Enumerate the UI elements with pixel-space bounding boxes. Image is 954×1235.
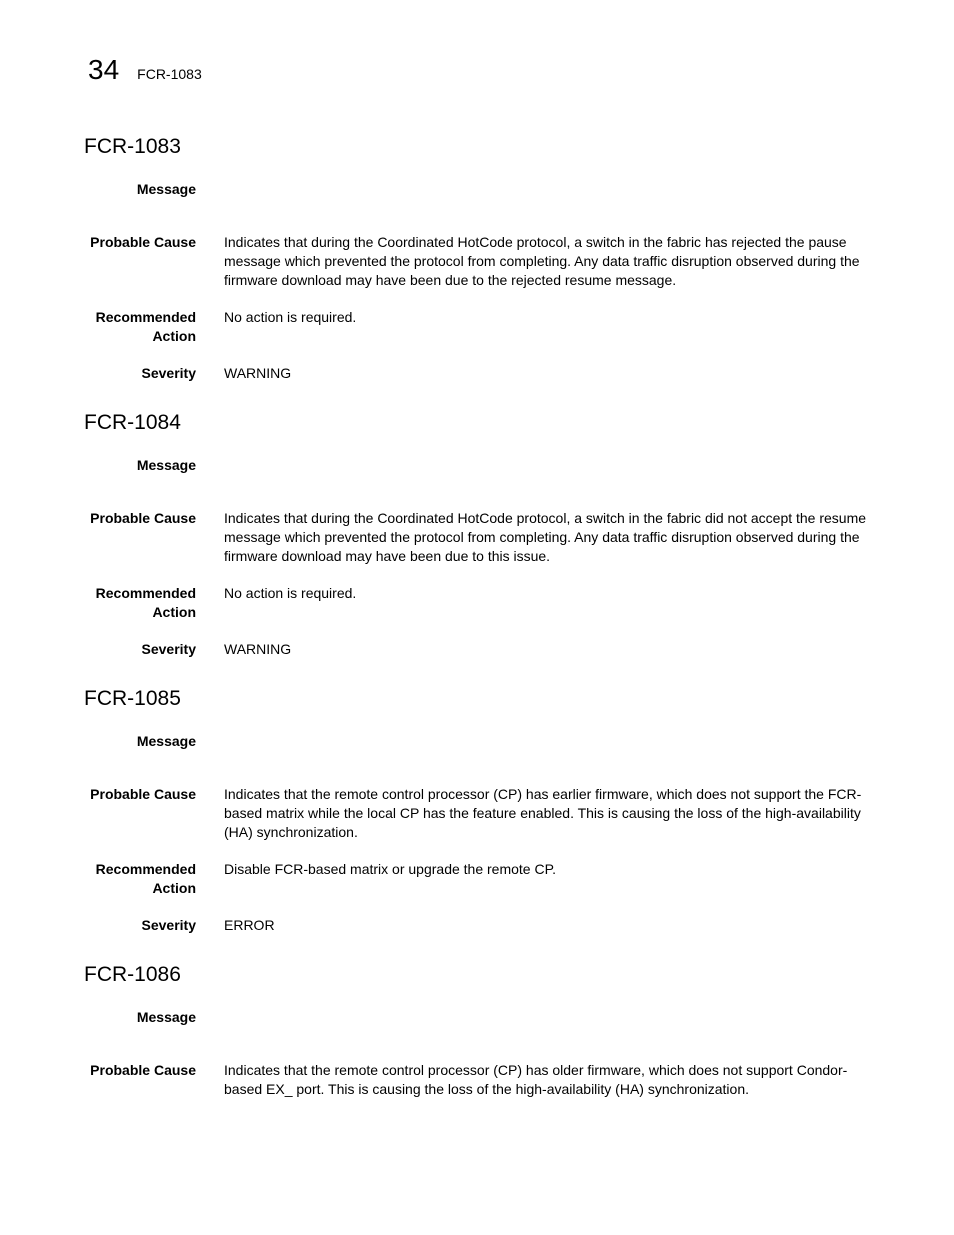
recommended-action-text: Disable FCR-based matrix or upgrade the remote CP. — [224, 861, 557, 877]
message-label: Message — [136, 733, 196, 749]
probable-cause-text: Indicates that during the Coordinated HotCode protocol, a switch in the fabric did not accept the resume message which prevented the protocol from completing. Any data traffic disruption observed during the firmware download may have been due to this issue. — [224, 510, 867, 564]
header-title: FCR-1083 — [137, 66, 202, 82]
recommended-action-label: Recommended Action — [95, 585, 196, 620]
severity-label: Severity — [141, 917, 196, 933]
entry-title: FCR-1084 — [84, 411, 181, 434]
severity-value: WARNING — [224, 365, 292, 381]
severity-label: Severity — [141, 365, 196, 381]
recommended-action-text: No action is required. — [224, 585, 357, 601]
probable-cause-text: Indicates that the remote control processor (CP) has older firmware, which does not support Condor-based EX_ port. This is causing the loss of the high-availability (HA) synchronization. — [224, 1062, 848, 1097]
entry-title: FCR-1086 — [84, 963, 181, 986]
probable-cause-label: Probable Cause — [90, 510, 196, 526]
recommended-action-label: Recommended Action — [95, 309, 196, 344]
entry-title: FCR-1085 — [84, 687, 181, 710]
severity-value: WARNING — [224, 641, 292, 657]
recommended-action-label: Recommended Action — [95, 861, 196, 896]
message-label: Message — [136, 181, 196, 197]
severity-label: Severity — [141, 641, 196, 657]
page-header — [88, 54, 202, 86]
chapter-number: 34 — [88, 54, 120, 85]
entry-title: FCR-1083 — [84, 135, 181, 158]
message-label: Message — [136, 457, 196, 473]
probable-cause-label: Probable Cause — [90, 786, 196, 802]
probable-cause-label: Probable Cause — [90, 234, 196, 250]
probable-cause-label: Probable Cause — [90, 1062, 196, 1078]
probable-cause-text: Indicates that during the Coordinated HotCode protocol, a switch in the fabric has rejected the pause message which prevented the protocol from completing. Any data traffic disruption observed during the firmware download may have been due to the rejected resume message. — [224, 234, 860, 288]
probable-cause-text: Indicates that the remote control processor (CP) has earlier firmware, which does not support the FCR- based matrix while the local CP has the feature enabled. This is causing the loss of the high-availability (HA) synchronization. — [224, 786, 862, 840]
message-label: Message — [136, 1009, 196, 1025]
recommended-action-text: No action is required. — [224, 309, 357, 325]
severity-value: ERROR — [224, 917, 275, 933]
